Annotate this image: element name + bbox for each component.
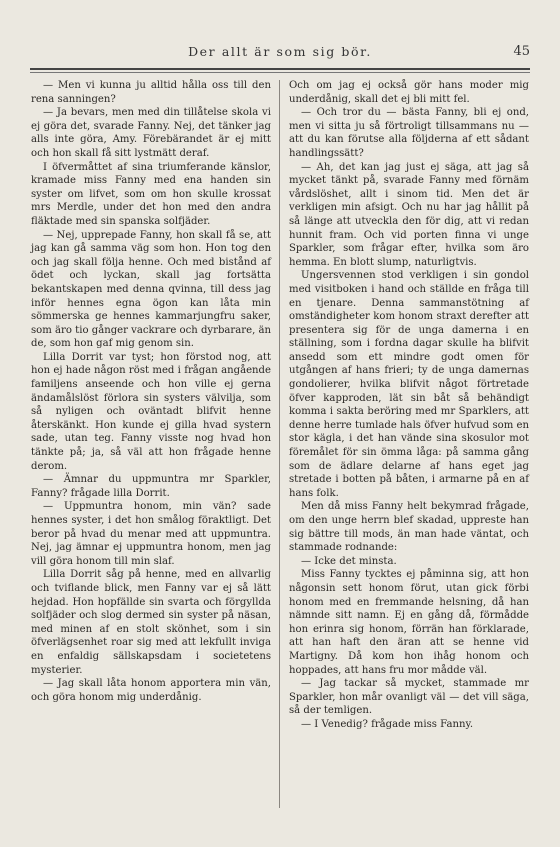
paragraph: — Men vi kunna ju alltid hålla oss till den rena sanningen? — [31, 80, 271, 105]
paragraph: — I Venedig? frågade miss Fanny. — [301, 718, 474, 730]
paragraph: Lilla Dorrit såg på henne, med en allvarlig och tviflande blick, men Fanny var ej så lätt hejdad. Hon hopfällde sin svarta och förgyllda solfjäder och slog dermed sin syster på näsan, med minen af en stolt skönhet, som i sin öfverlägsenhet roar sig med att lekfullt inviga en enfaldig sällskapsdam i societetens mysterier. — [31, 569, 271, 676]
paragraph: I öfvermåttet af sina triumferande känslor, kramade miss Fanny med ena handen sin syster om lifvet, som om hon skulle krossat mrs Merdle, under det hon med den andra fläktade med sin spanska solfjäder. — [31, 161, 271, 227]
left-column — [31, 79, 271, 704]
paragraph: Och om jag ej också gör hans moder mig underdånig, skall det ej bli mitt fel. — [289, 80, 529, 105]
header-rule — [30, 68, 530, 70]
paragraph: — Icke det minsta. — [301, 555, 397, 567]
paragraph: Men då miss Fanny helt bekymrad frågade, om den unge herrn blef skadad, uppreste han sig bättre till mods, än man hade väntat, och stammade rodnande: — [289, 501, 529, 554]
right-column — [289, 79, 529, 732]
paragraph: Lilla Dorrit var tyst; hon förstod nog, att hon ej hade någon röst med i frågan angående familjens anseende och hon ville ej gerna ändamålslöst förlora sin systers välvilja, som så nyligen och oväntadt blifvit henne återskänkt. Hon kunde ej gilla hvad systern sade, utan teg. Fanny visste nog hvad hon tänkte på; ja, så väl att hon frågade henne derom. — [31, 351, 271, 472]
paragraph: Ungersvennen stod verkligen i sin gondol med visitboken i hand och ställde en fråga till en tjenare. Denna sammanstötning af omständigheter kom honom straxt derefter att presentera sig för de unga damerna i en ställning, som i fordna dagar skulle ha blifvit ansedd som ett mindre godt omen för utgången af hans frieri; ty de unga damernas gondolierer, hvilka blifvit något förtretade öfver kapproden, lät sin båt så behändigt komma i sakta beröring med mr Sparklers, att denne herre tumlade hals öfver hufvud som en stor kägla, i det han vände sina skosulor mot föremålet för sin ömma låga: på samma gång som de ädlare delarne af hans eget jag stretade i botten på båten, i armarne på en af hans folk. — [289, 270, 529, 499]
paragraph: — Nej, upprepade Fanny, hon skall få se, att jag kan gå samma väg som hon. Hon tog den och jag skall följa henne. Och med bistånd af ödet och lyckan, skall jag fortsätta bekantskapen med denna qvinna, till dess jag inför hennes egna ögon kan låta min sömmerska ge hennes kammarjungfru saker, som äro tio gånger vackrare och dyrbarare, än de, som hon gaf mig genom sin. — [31, 229, 272, 350]
page-number: 45 — [513, 44, 530, 59]
paragraph: — Ah, det kan jag just ej säga, att jag så mycket tänkt på, svarade Fanny med förnäm vårdslöshet, allt i sinom tid. Men det är verkligen min afsigt. Och nu har jag hållit på så länge att utveckla den för dig, att vi redan hunnit fram. Och vid porten finna vi unge Sparkler, som frågar efter, hvilka som äro hemma. En blott slump, naturligtvis. — [289, 161, 529, 268]
page-header — [30, 44, 530, 62]
paragraph: — Uppmuntra honom, min vän? sade hennes syster, i det hon smålog föraktligt. Det beror på hvad du menar med att uppmuntra. Nej, jag ämnar ej uppmuntra honom, men jag vill göra honom till min slaf. — [31, 501, 271, 567]
column-divider — [279, 80, 280, 808]
paragraph: — Och tror du — bästa Fanny, bli ej ond, men vi sitta ju så förtroligt tillsammans nu — att du kan förutse alla följderna af ett sådant handlingssätt? — [289, 107, 529, 159]
paragraph: — Ämnar du uppmuntra mr Sparkler, Fanny? frågade lilla Dorrit. — [31, 474, 271, 499]
running-title: Der allt är som sig bör. — [188, 44, 372, 59]
paragraph: Miss Fanny tycktes ej påminna sig, att hon någonsin sett honom förut, utan gick förbi honom med en fremmande helsning, då han nämnde sitt namn. Ej en gång då, förmådde hon erinra sig honom, förrän han förklarade, att han haft den äran att se henne vid Martigny. Då kom hon ihåg honom och hoppades, att hans fru mor mådde väl. — [289, 569, 529, 676]
paragraph: — Ja bevars, men med din tillåtelse skola vi ej göra det, svarade Fanny. Nej, det tänker jag alls inte göra, Amy. Förebärandet är ej mitt och hon skall få sitt lystmätt deraf. — [31, 107, 271, 159]
paragraph: — Jag tackar så mycket, stammade mr Sparkler, hon mår ovanligt väl — det vill säga, så der temligen. — [289, 678, 529, 717]
header-rule-thin — [30, 72, 530, 73]
paragraph: — Jag skall låta honom apportera min vän, och göra honom mig underdånig. — [31, 678, 271, 703]
